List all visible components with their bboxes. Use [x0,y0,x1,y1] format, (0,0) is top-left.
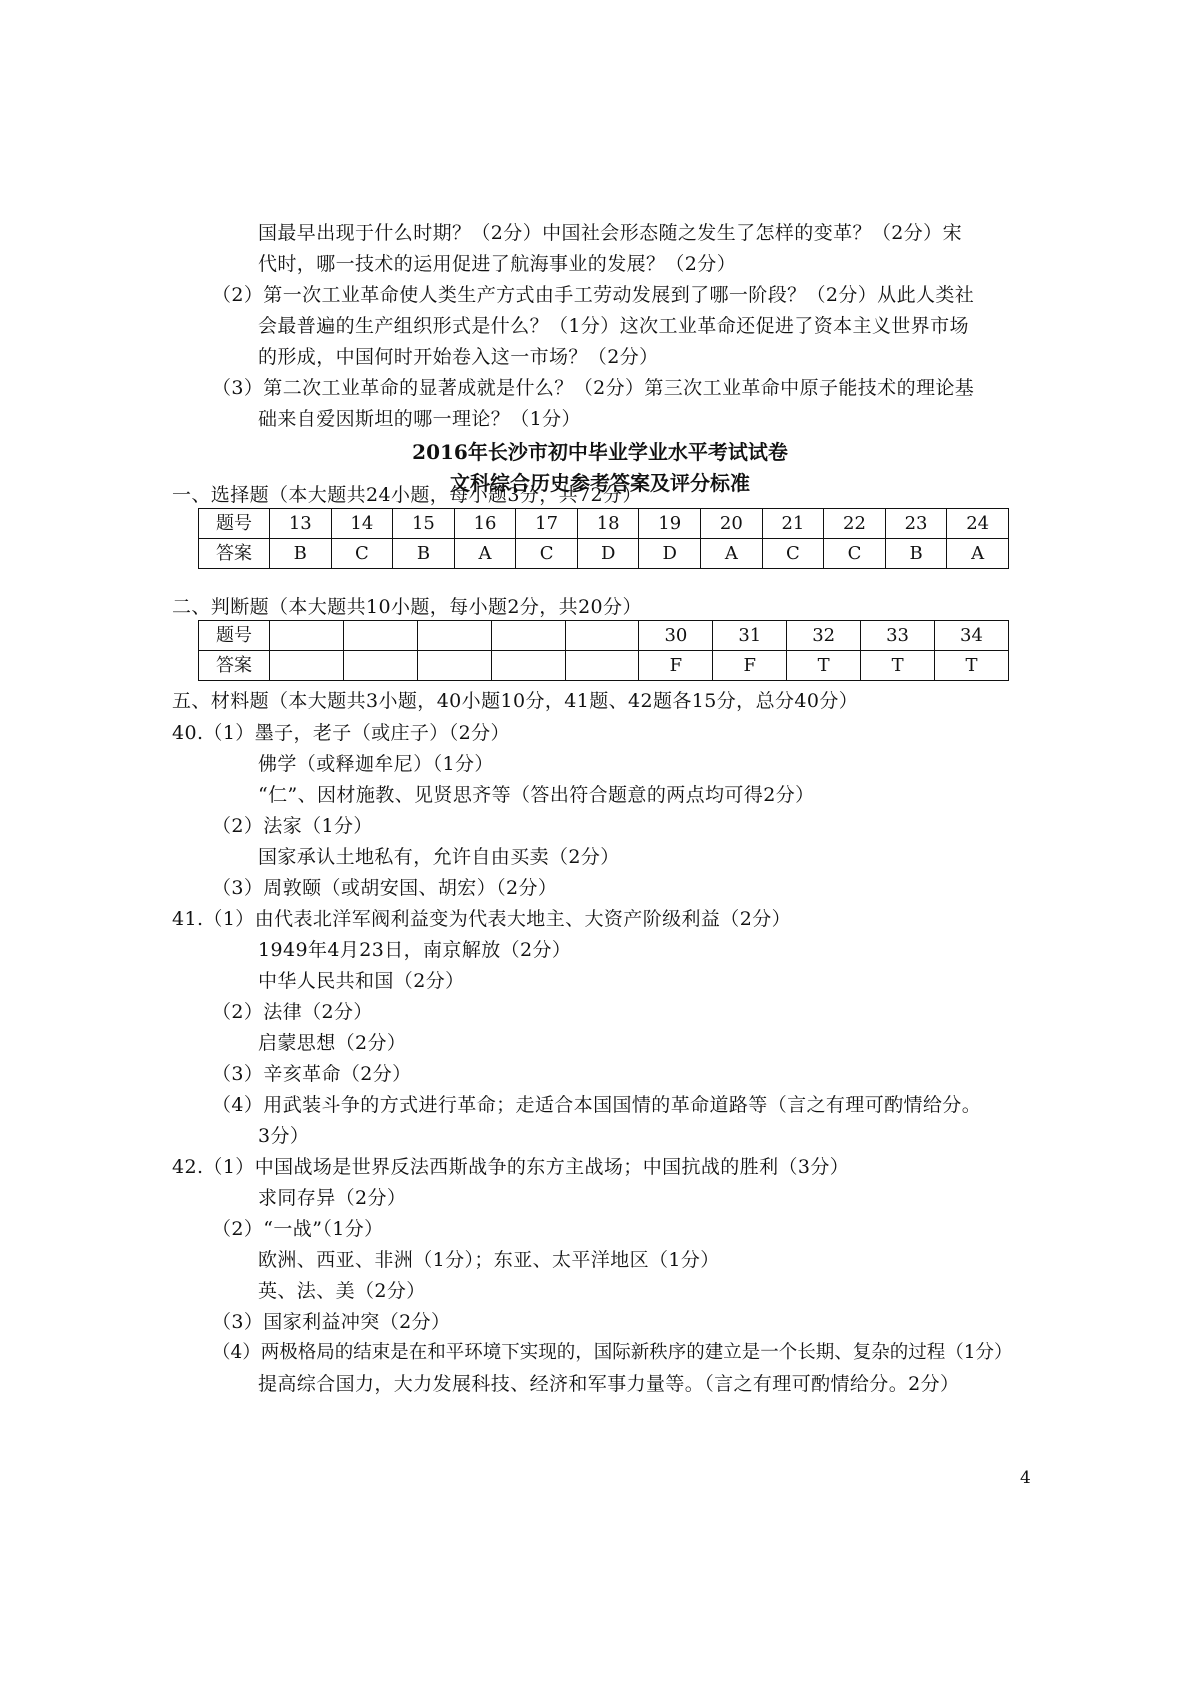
answer-line: 英、法、美（2分） [258,1280,426,1302]
table-cell-answer: A [947,539,1009,569]
table-row-label: 答案 [199,651,270,681]
question-text-line: 的形成，中国何时开始卷入这一市场？（2分） [258,346,659,368]
table-cell-answer: B [885,539,947,569]
table-cell-number: 32 [787,621,861,651]
question-text-line: 国最早出现于什么时期？（2分）中国社会形态随之发生了怎样的变革？（2分）宋 [258,222,962,244]
table-cell-number: 31 [713,621,787,651]
table-cell-answer: C [516,539,578,569]
table-cell-number: 17 [516,509,578,539]
answer-line: （4）两极格局的结束是在和平环境下实现的，国际新秩序的建立是一个长期、复杂的过程（1分） [212,1342,1013,1363]
judge-answer-table [198,620,1009,681]
table-cell-answer: A [701,539,763,569]
table-cell-number: 22 [824,509,886,539]
table-cell-answer: C [762,539,824,569]
section-heading-judge: 二、判断题（本大题共10小题，每小题2分，共20分） [172,596,642,618]
table-cell-number: 23 [885,509,947,539]
answer-line: 42.（1）中国战场是世界反法西斯战争的东方主战场；中国抗战的胜利（3分） [172,1156,850,1178]
question-text-line: （3）第二次工业革命的显著成就是什么？（2分）第三次工业革命中原子能技术的理论基 [212,377,975,399]
table-cell-answer: B [393,539,455,569]
answer-line: 41.（1）由代表北洋军阀利益变为代表大地主、大资产阶级利益（2分） [172,908,791,930]
answer-line: （3）周敦颐（或胡安国、胡宏）（2分） [212,877,558,899]
answer-line: （4）用武装斗争的方式进行革命；走适合本国国情的革命道路等（言之有理可酌情给分。 [212,1094,982,1116]
choice-answer-table [198,508,1009,569]
answer-line: （2）“一战”（1分） [212,1218,384,1240]
table-cell-answer: T [935,651,1009,681]
table-cell-number: 14 [331,509,393,539]
table-row [199,621,1009,651]
answer-line: 国家承认土地私有，允许自由买卖（2分） [258,846,620,868]
answer-line: 启蒙思想（2分） [258,1032,407,1054]
table-row [199,539,1009,569]
table-cell-answer: F [639,651,713,681]
table-cell-answer [270,651,344,681]
answer-line: 提高综合国力，大力发展科技、经济和军事力量等。（言之有理可酌情给分。2分） [258,1373,960,1395]
table-cell-answer [565,651,639,681]
table-cell-number: 30 [639,621,713,651]
table-cell-answer: D [577,539,639,569]
table-cell-number [565,621,639,651]
answer-line: 1949年4月23日，南京解放（2分） [258,939,572,961]
table-cell-number: 13 [270,509,332,539]
table-cell-answer: B [270,539,332,569]
table-cell-number [270,621,344,651]
table-cell-number [343,621,417,651]
question-text-line: 础来自爱因斯坦的哪一理论？（1分） [258,408,581,430]
answer-line: 中华人民共和国（2分） [258,970,465,992]
answer-line: 40.（1）墨子，老子（或庄子）（2分） [172,722,510,744]
answer-line: （3）国家利益冲突（2分） [212,1311,451,1333]
answer-line: （3）辛亥革命（2分） [212,1063,412,1085]
section-heading-material: 五、材料题（本大题共3小题，40小题10分，41题、42题各15分，总分40分） [172,690,859,712]
table-row-label: 题号 [199,509,270,539]
section-heading-choice: 一、选择题（本大题共24小题，每小题3分，共72分） [172,484,642,506]
table-cell-answer: T [787,651,861,681]
table-cell-answer [417,651,491,681]
page-title: 2016年长沙市初中毕业学业水平考试试卷 [412,440,788,464]
table-row-label: 题号 [199,621,270,651]
question-text-line: （2）第一次工业革命使人类生产方式由手工劳动发展到了哪一阶段？（2分）从此人类社 [212,284,975,306]
table-cell-number: 16 [454,509,516,539]
table-cell-answer: C [331,539,393,569]
table-cell-number: 19 [639,509,701,539]
table-row [199,509,1009,539]
table-row [199,651,1009,681]
table-cell-number: 15 [393,509,455,539]
table-cell-answer [343,651,417,681]
table-cell-number: 24 [947,509,1009,539]
answer-line: （2）法律（2分） [212,1001,373,1023]
table-cell-number: 34 [935,621,1009,651]
table-cell-number: 20 [701,509,763,539]
question-text-line: 代时，哪一技术的运用促进了航海事业的发展？（2分） [258,253,737,275]
table-cell-answer: A [454,539,516,569]
table-cell-answer: T [861,651,935,681]
page-number: 4 [1020,1468,1031,1488]
table-cell-answer: F [713,651,787,681]
table-cell-answer [491,651,565,681]
question-text-line: 会最普遍的生产组织形式是什么？（1分）这次工业革命还促进了资本主义世界市场 [258,315,969,337]
table-cell-answer: D [639,539,701,569]
page-subtitle: 文科综合历史参考答案及评分标准 [450,471,750,495]
table-row-label: 答案 [199,539,270,569]
answer-line: “仁”、因材施教、见贤思齐等（答出符合题意的两点均可得2分） [258,784,815,806]
answer-line: 欧洲、西亚、非洲（1分）；东亚、太平洋地区（1分） [258,1249,720,1271]
table-cell-number [417,621,491,651]
answer-line: 求同存异（2分） [258,1187,407,1209]
table-cell-number: 18 [577,509,639,539]
answer-line: （2）法家（1分） [212,815,373,837]
table-cell-number: 21 [762,509,824,539]
table-cell-number: 33 [861,621,935,651]
table-cell-number [491,621,565,651]
answer-line: 3分） [258,1125,310,1147]
table-cell-answer: C [824,539,886,569]
answer-line: 佛学（或释迦牟尼）（1分） [258,753,494,775]
